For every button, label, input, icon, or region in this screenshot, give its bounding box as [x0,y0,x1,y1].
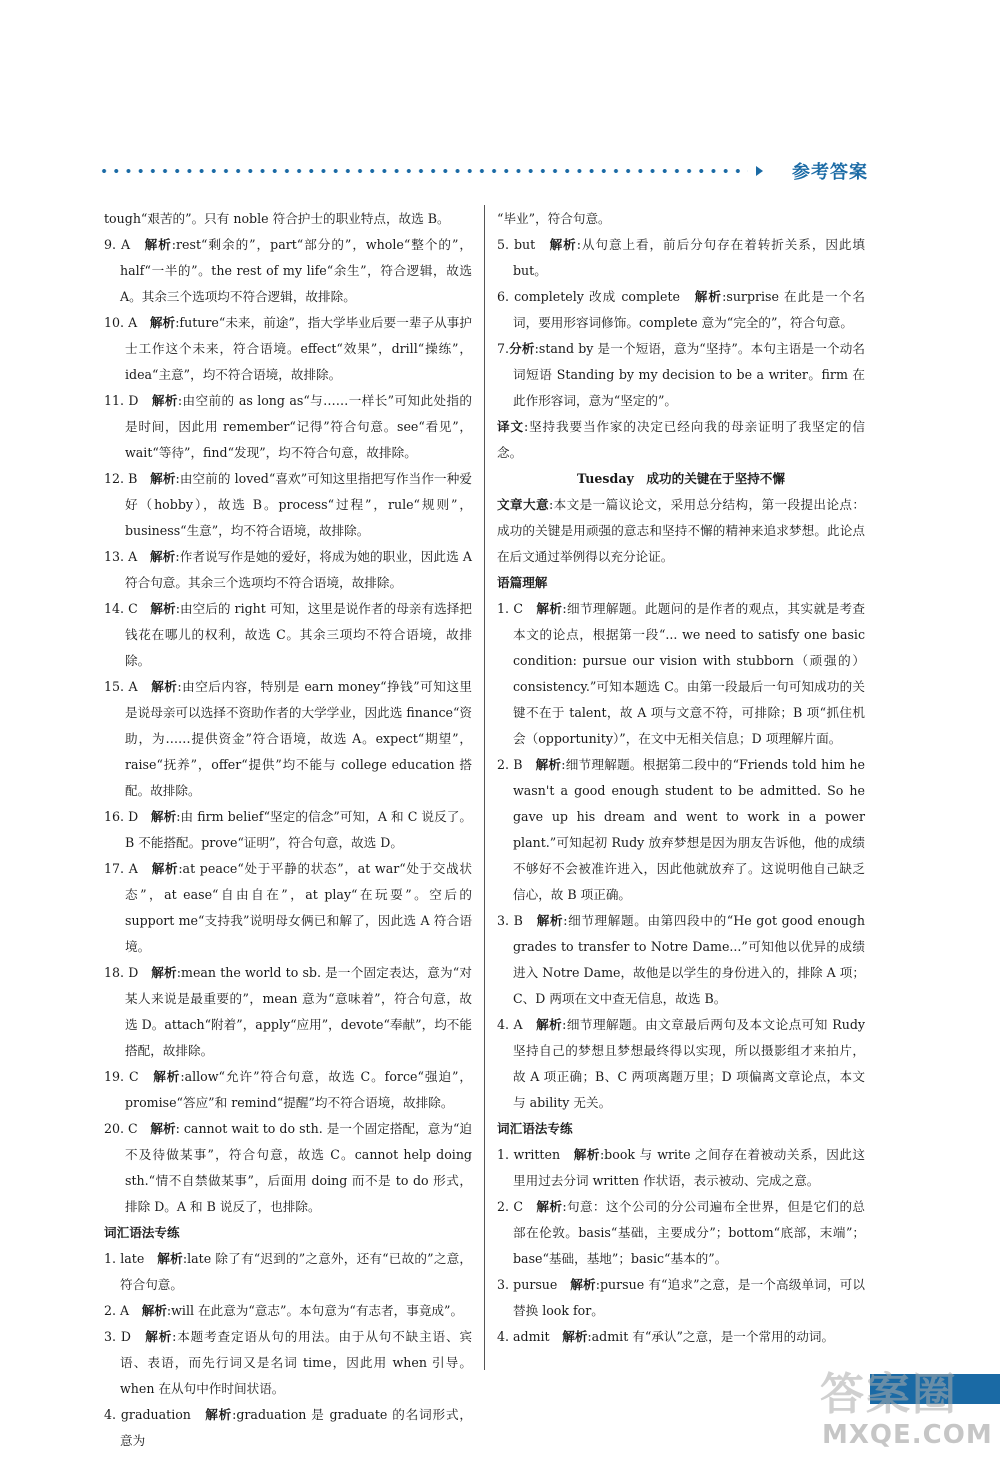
analysis-label: 解析 [157,1251,183,1266]
summary-item [497,492,865,570]
answer-head: 13. A [104,549,138,564]
answer-head: 7. [497,341,510,356]
answer-item [497,232,865,284]
answer-body: :stand by 是一个短语，意为“坚持”。本句主语是一个动名词短语 Standing by my decision to be a writer。firm 在此作形容词，意为“坚定的”。 [513,341,866,408]
page-title: 参考答案 [792,162,868,183]
answer-item [104,960,472,1064]
answer-body: :细节理解题。此题问的是作者的观点，其实就是考查本文的论点，根据第一段“... we need to satisfy one basic condition: pursue our vision with stubborn（顽强的）consistency.”可知本题选 C。由第一段最后一句可知成功的关键不在于 talent，故 A 项与文意不符，可排除；B 项“抓住机会（opportunity）”，在文中无相关信息；D 项理解片面。 [513,601,866,746]
answer-item [104,804,472,856]
answer-head: 14. C [104,601,138,616]
answer-item [104,1402,472,1454]
section-heading: 语篇理解 [497,575,548,590]
answer-head: 2. A [104,1303,130,1318]
right-column [497,206,865,1350]
answer-item [104,232,472,310]
summary-body: :本文是一篇议论文，采用总分结构，第一段提出论点：成功的关键是用顽强的意志和坚持不懈的精神来追求梦想。此论点在后文通过举例得以充分论证。 [497,497,865,564]
answer-item [497,1272,865,1324]
analysis-label: 解析 [151,965,177,980]
answer-head: 18. D [104,965,139,980]
analysis-label: 解析 [535,757,562,772]
answer-body: :细节理解题。由第四段中的“He got good enough grades to transfer to Notre Dame...”可知他以优异的成绩进入 Notre Dame，故他是以学生的身份进入的，排除 A 项；C、D 两项在文中查无信息，故选 B。 [513,913,865,1006]
analysis-label: 解析 [150,549,176,564]
answer-body: :细节理解题。由文章最后两句及本文论点可知 Rudy坚持自己的梦想且梦想最终得以实现，所以摄影组才来拍片，故 A 项正确；B、C 两项离题万里；D 项偏离文章论点，本文与 ability 无关。 [513,1017,865,1110]
answer-head: 4. graduation [104,1407,191,1422]
day-heading [497,466,865,492]
answer-body: :本题考查定语从句的用法。由于从句不缺主语、宾语、表语，而先行词又是名词 time，因此用 when 引导。when 在从句中作时间状语。 [120,1329,472,1396]
answer-body: :由 firm belief“坚定的信念”可知，A 和 C 说反了。B 不能搭配。prove“证明”，符合句意，故选 D。 [125,809,472,850]
translation-label: 译文 [497,419,524,434]
continued-paragraph: “毕业”，符合句意。 [497,211,611,226]
answer-body: :admit 有“承认”之意，是一个常用的动词。 [587,1329,835,1344]
watermark-logo: 答案圈 [820,1369,958,1420]
answer-head: 3. D [104,1329,131,1344]
answer-body: :作者说写作是她的爱好，将成为她的职业，因此选 A 符合句意。其余三个选项均不符合语境，故排除。 [125,549,472,590]
analysis-label: 解析 [151,679,178,694]
answer-head: 4. admit [497,1329,550,1344]
answer-body: :mean the world to sb. 是一个固定表达，意为“对某人来说是最重要的”，mean 意为“意味着”，符合句意，故选 D。attach“附着”，apply“应用”，devote“奉献”，均不能搭配，故排除。 [125,965,473,1058]
column-divider [484,205,485,1370]
analysis-label: 解析 [570,1277,596,1292]
answer-head: 20. C [104,1121,138,1136]
answer-body: :allow“允许”符合句意，故选 C。force“强迫”，promise“答应”和 remind“提醒”均不符合语境，故排除。 [125,1069,473,1110]
analysis-label: 解析 [536,913,564,928]
answer-item [497,908,865,1012]
analysis-label: 解析 [149,315,176,330]
answer-item [104,1116,472,1220]
answer-body: :late 除了有“迟到的”之意外，还有“已故的”之意，符合句意。 [120,1251,473,1292]
answer-item [104,596,472,674]
answer-item [497,1194,865,1272]
analysis-label: 解析 [205,1407,233,1422]
answer-item [497,752,865,908]
answer-head: 5. but [497,237,536,252]
day-title: 成功的关键在于坚持不懈 [646,471,785,486]
analysis-label: 解析 [150,471,176,486]
answer-body: : cannot wait to do sth. 是一个固定搭配，意为“迫不及待做某事”，符合句意，故选 C。cannot help doing sth.“情不自禁做某事”，后面用 doing 而不是 to do 形式，排除 D。A 和 B 说反了，也排除。 [125,1121,473,1214]
answer-item [497,1012,865,1116]
page-header [98,158,868,188]
answer-head: 4. A [497,1017,523,1032]
analysis-label: 解析 [153,1069,181,1084]
answer-head: 1. written [497,1147,561,1162]
analysis-label: 解析 [150,1121,176,1136]
answer-body: :句意：这个公司的分公司遍布全世界，但是它们的总部在伦敦。basis“基础，主要成分”；bottom“底部，末端”；base“基础，基地”；basic“基本的”。 [513,1199,866,1266]
arrow-icon [756,166,763,176]
section-heading: 词汇语法专练 [497,1121,573,1136]
analysis-label: 解析 [141,1303,167,1318]
answer-head: 9. A [104,237,131,252]
analysis-label: 解析 [549,237,577,252]
answer-body: :pursue 有“追求”之意，是一个高级单词，可以替换 look for。 [513,1277,866,1318]
answer-item [104,1298,472,1324]
analysis-label: 解析 [145,1329,173,1344]
analysis-label: 分析 [509,341,535,356]
analysis-label: 解析 [151,393,178,408]
answer-item [104,466,472,544]
answer-head: 3. B [497,913,523,928]
answer-head: 2. C [497,1199,524,1214]
answer-head: 16. D [104,809,139,824]
answer-head: 1. late [104,1251,145,1266]
answer-body: :book 与 write 之间存在着被动关系，因此这里用过去分词 written 作状语，表示被动、完成之意。 [513,1147,866,1188]
left-column [104,206,472,1454]
answer-item [497,336,865,414]
translation-body: :坚持我要当作家的决定已经向我的母亲证明了我坚定的信念。 [497,419,866,460]
answer-head: 1. C [497,601,524,616]
answer-head: 3. pursue [497,1277,558,1292]
answer-item [104,856,472,960]
answer-head: 2. B [497,757,523,772]
analysis-label: 解析 [536,601,563,616]
answer-head: 11. D [104,393,139,408]
section-heading: 词汇语法专练 [104,1225,180,1240]
answer-item [104,310,472,388]
answer-item [497,1324,865,1350]
answer-item [497,284,865,336]
answer-head: 17. A [104,861,138,876]
answer-item [104,1246,472,1298]
answer-head: 12. B [104,471,138,486]
answer-body: :future“未来，前途”，指大学毕业后要一辈子从事护士工作这个未来，符合语境。effect“效果”，drill“操练”，idea“主意”，均不符合语境，故排除。 [125,315,473,382]
answer-body: :rest“剩余的”，part“部分的”，whole“整个的”，half“一半的”。the rest of my life“余生”，符合逻辑，故选 A。其余三个选项均不符合逻辑，故排除。 [120,237,472,304]
answer-item [104,1324,472,1402]
analysis-label: 解析 [150,601,176,616]
answer-item [497,596,865,752]
watermark-url: MXQE.COM [822,1420,993,1450]
answer-body: :surprise 在此是一个名词，要用形容词修饰。complete 意为“完全的”，符合句意。 [513,289,866,330]
translation-item [497,414,865,466]
answer-body: :will 在此意为“意志”。本句意为“有志者，事竟成”。 [166,1303,464,1318]
answer-body: :由空后的 right 可知，这里是说作者的母亲有选择把钱花在哪儿的权利，故选 C。其余三项均不符合语境，故排除。 [125,601,473,668]
answer-body: :从句意上看，前后分句存在着转折关系，因此填 but。 [513,237,866,278]
answer-head: 10. A [104,315,138,330]
answer-head: 6. completely 改成 complete [497,289,681,304]
continued-paragraph: tough“艰苦的”。只有 noble 符合护士的职业特点，故选 B。 [104,211,450,226]
analysis-label: 解析 [562,1329,588,1344]
answer-head: 15. A [104,679,138,694]
answer-body: :at peace“处于平静的状态”，at war“处于交战状态”，at ease“自由自在”，at play“在玩耍”。空后的 support me“支持我”说明母女俩已和解了，因此选 A 符合语境。 [125,861,473,954]
analysis-label: 解析 [694,289,723,304]
answer-item [104,674,472,804]
answer-item [497,1142,865,1194]
analysis-label: 解析 [151,861,179,876]
analysis-label: 解析 [150,809,177,824]
answer-item [104,1064,472,1116]
answer-body: :细节理解题。根据第二段中的“Friends told him he wasn't a good enough student to be admitted. So he gave up his dream and went to work in a power plant.”可知起初 Rudy 放弃梦想是因为朋友告诉他，他的成绩不够好不会被准许进入，因此他就放弃了。这说明他自己缺乏信心，故 B 项正确。 [513,757,865,902]
analysis-label: 解析 [536,1199,563,1214]
answer-item [104,388,472,466]
answer-body: :由空后内容，特别是 earn money“挣钱”可知这里是说母亲可以选择不资助作者的大学学业，因此选 finance“资助，为……提供资金”符合语境，故选 A。expect“期望”，raise“抚养”，offer“提供”均不能与 college education 搭配。故排除。 [125,679,473,798]
analysis-label: 解析 [144,237,172,252]
summary-label: 文章大意 [497,497,549,512]
analysis-label: 解析 [573,1147,600,1162]
answer-item [104,544,472,596]
analysis-label: 解析 [536,1017,563,1032]
answer-head: 19. C [104,1069,139,1084]
answer-body: :由空前的 as long as“与……一样长”可知此处指的是时间，因此用 remember“记得”符合句意。see“看见”，wait“等待”，find“发现”，均不符合句意，故排除。 [125,393,473,460]
answer-body: :graduation 是 graduate 的名词形式，意为 [120,1407,472,1448]
answer-body: :由空前的 loved“喜欢”可知这里指把写作当作一种爱好（hobby），故选 B。process“过程”，rule“规则”，business“生意”，均不符合语境，故排除。 [125,471,472,538]
dotted-rule [98,168,748,174]
day-label: Tuesday [577,471,634,486]
